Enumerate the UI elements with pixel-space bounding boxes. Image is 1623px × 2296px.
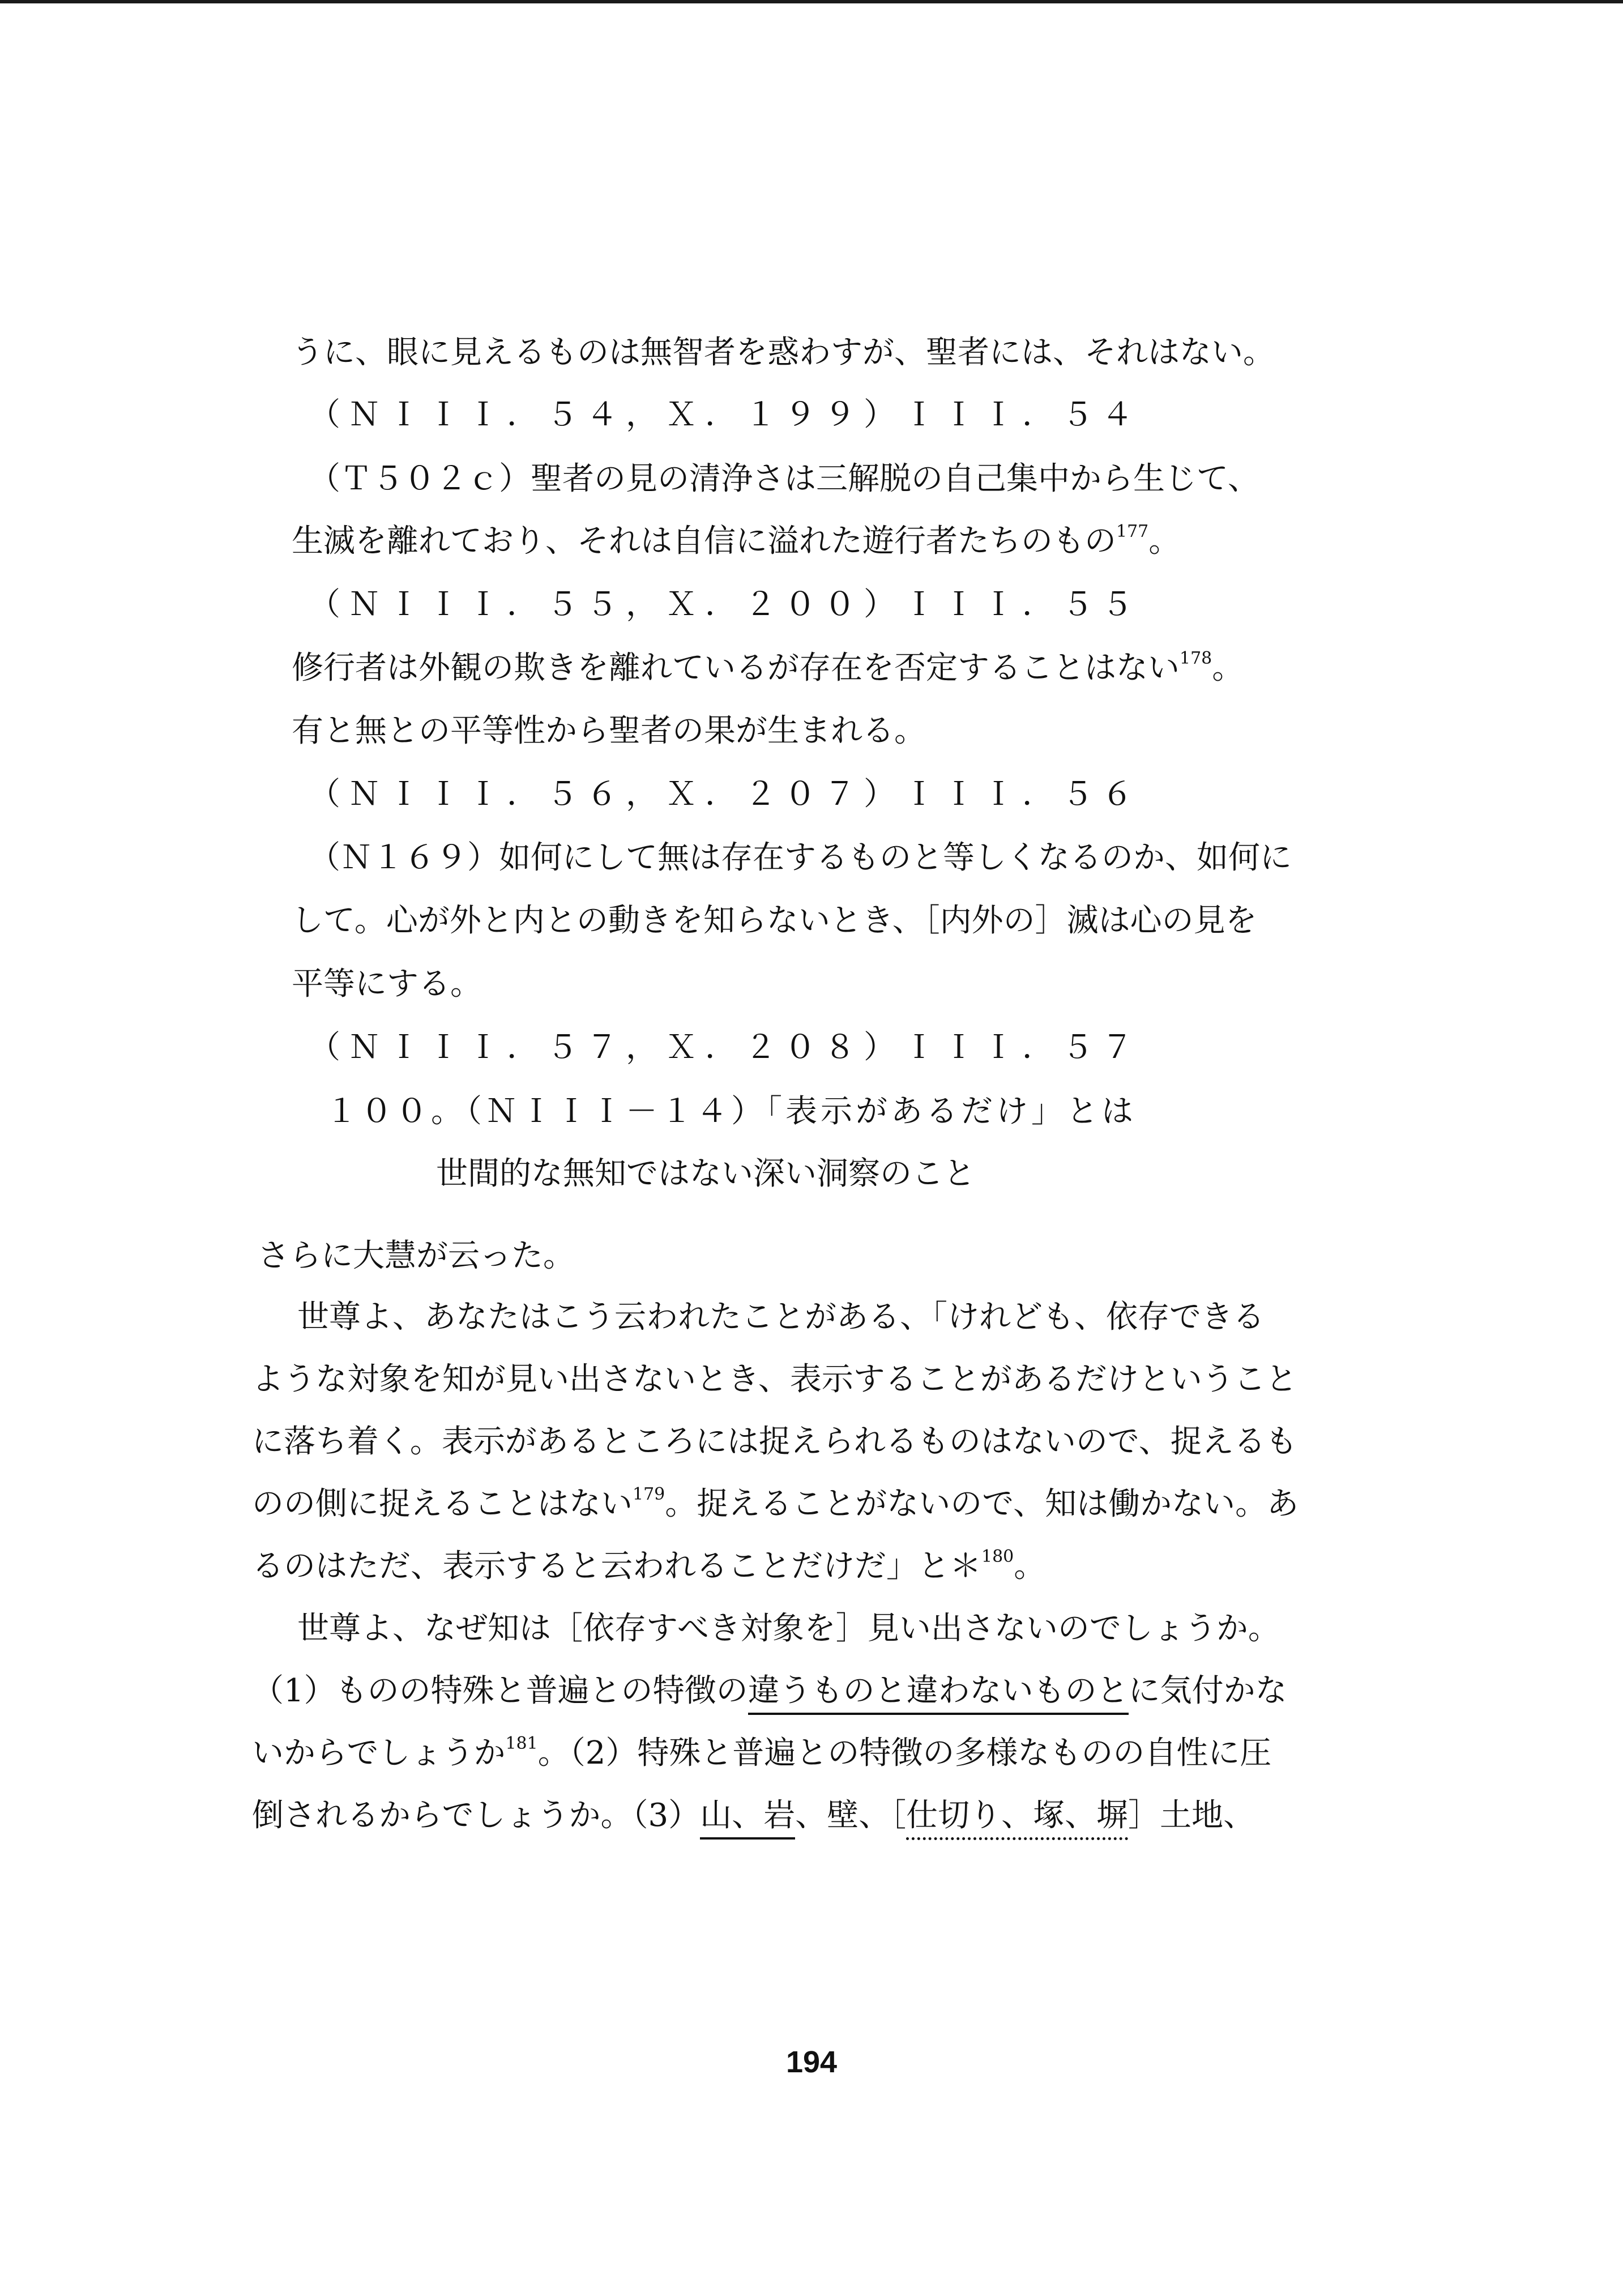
reference-line: （ＮＩＩＩ．５５，Ｘ．２００）ＩＩＩ．５５ xyxy=(309,586,1141,623)
text-span: のの側に捉えることはない xyxy=(252,1486,633,1522)
paragraph-line: ような対象を知が見い出さないとき、表示することがあるだけということ xyxy=(252,1361,1297,1398)
footnote-ref-178: 178 xyxy=(1180,648,1212,668)
text-span: 。 xyxy=(1148,523,1181,560)
text-span: るのはただ、表示すると云われることだけだ」と＊ xyxy=(252,1548,981,1585)
scan-edge xyxy=(0,0,1623,3)
section-heading: １００。（ＮＩＩＩ－１４）「表示があるだけ」とは xyxy=(326,1093,1137,1130)
paragraph-line xyxy=(252,1547,1046,1585)
text-span: （1）ものの特殊と普遍との特徴の xyxy=(252,1672,748,1709)
reference-line: （ＮＩＩＩ．５６，Ｘ．２０７）ＩＩＩ．５６ xyxy=(309,776,1141,813)
text-line: うに、眼に見えるものは無智者を惑わすが、聖者には、それはない。 xyxy=(292,334,1275,371)
text-line: 平等にする。 xyxy=(292,966,482,1002)
paragraph-line xyxy=(252,1672,1287,1709)
text-span: に気付かな xyxy=(1128,1672,1287,1709)
paragraph-line xyxy=(252,1797,1255,1834)
section-subheading: 世間的な無知ではない深い洞察のこと xyxy=(436,1155,975,1192)
paragraph-line xyxy=(252,1484,1299,1522)
reference-line: （ＮＩＩＩ．５４，Ｘ．１９９）ＩＩＩ．５４ xyxy=(309,396,1141,433)
paragraph-line xyxy=(252,1734,1272,1772)
footnote-ref-179: 179 xyxy=(633,1484,665,1504)
text-line: （Ｔ５０２ｃ）聖者の見の清浄さは三解脱の自己集中から生じて、 xyxy=(309,460,1259,497)
paragraph-line: 世尊よ、あなたはこう云われたことがある、「けれども、依存できる xyxy=(297,1299,1265,1335)
paragraph-line: さらに大慧が云った。 xyxy=(258,1237,575,1274)
footnote-ref-180: 180 xyxy=(981,1547,1014,1567)
reference-line: （ＮＩＩＩ．５７，Ｘ．２０８）ＩＩＩ．５７ xyxy=(309,1029,1141,1066)
underlined-phrase: 違うものと違わないものと xyxy=(748,1672,1129,1715)
text-span: 。（2）特殊と普遍との特徴の多様なものの自性に圧 xyxy=(537,1735,1272,1772)
text-span: 修行者は外観の欺きを離れているが存在を否定することはない xyxy=(292,650,1180,686)
text-span: 。 xyxy=(1212,650,1244,686)
text-line: して。心が外と内との動きを知らないとき、［内外の］滅は心の見を xyxy=(292,902,1257,939)
text-span: 倒されるからでしょうか。（3） xyxy=(252,1797,701,1834)
underlined-phrase: 山、岩 xyxy=(700,1797,795,1840)
text-line: （Ｎ１６９）如何にして無は存在するものと等しくなるのか、如何に xyxy=(309,839,1292,876)
text-span: ］土地、 xyxy=(1128,1797,1255,1834)
paragraph-line: 世尊よ、なぜ知は［依存すべき対象を］見い出さないのでしょうか。 xyxy=(297,1610,1280,1647)
dotted-underlined-phrase: 仕切り、塚、塀 xyxy=(906,1797,1128,1840)
text-span: 。捉えることがないので、知は働かない。あ xyxy=(665,1486,1299,1522)
text-span: 。 xyxy=(1014,1548,1046,1585)
text-line: 有と無との平等性から聖者の果が生まれる。 xyxy=(292,712,926,749)
text-line xyxy=(292,648,1244,686)
text-span: 、壁、［ xyxy=(795,1797,907,1834)
text-span: いからでしょうか xyxy=(252,1735,506,1772)
footnote-ref-177: 177 xyxy=(1116,522,1149,541)
paragraph-line: に落ち着く。表示があるところには捉えられるものはないので、捉えるも xyxy=(252,1423,1297,1460)
text-line xyxy=(292,522,1181,560)
text-span: 生滅を離れており、それは自信に溢れた遊行者たちのもの xyxy=(292,523,1116,560)
footnote-ref-181: 181 xyxy=(505,1734,538,1753)
page-number: 194 xyxy=(785,2045,838,2079)
